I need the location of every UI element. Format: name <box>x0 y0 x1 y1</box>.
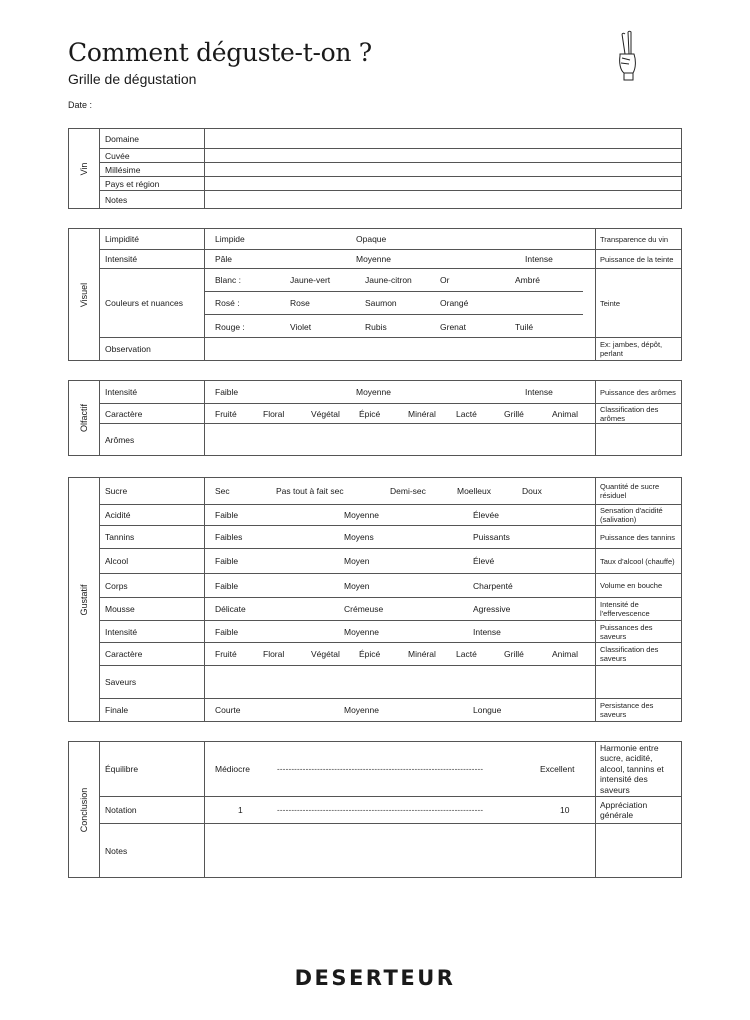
option-moyen[interactable]: Moyen <box>344 580 370 591</box>
row-label: Cuvée <box>100 149 205 162</box>
option-faible[interactable]: Faible <box>215 510 239 520</box>
gustatif-row-tannins <box>100 526 681 549</box>
option-grille[interactable]: Grillé <box>504 649 524 659</box>
row-note: Classification des saveurs <box>600 645 659 663</box>
peace-hand-icon <box>612 30 642 82</box>
row-note: Puissance des tannins <box>600 532 676 542</box>
row-label: Arômes <box>100 424 205 455</box>
gustatif-row-saveurs <box>100 666 681 699</box>
scale-min-label: Médiocre <box>215 764 250 774</box>
gustatif-row-alcool <box>100 549 681 574</box>
option-vegetal[interactable]: Végétal <box>311 649 340 659</box>
option-saumon[interactable]: Saumon <box>365 298 397 308</box>
row-note: Harmonie entre sucre, acidité, alcool, tannins et intensité des saveurs <box>600 742 664 795</box>
option-moyenne[interactable]: Moyenne <box>356 254 391 264</box>
option-mineral[interactable]: Minéral <box>408 408 436 419</box>
row-note: Sensation d'acidité (salivation) <box>600 506 663 524</box>
option-moyens[interactable]: Moyens <box>344 532 374 542</box>
row-label: Acidité <box>100 505 205 525</box>
date-label: Date : <box>68 100 93 110</box>
option-faible[interactable]: Faible <box>215 387 239 397</box>
visuel-row-limpidite <box>100 229 681 250</box>
couleur-rouge-label: Rouge : <box>215 321 245 332</box>
visuel-row-observation <box>100 338 681 360</box>
scale-max-label: Excellent <box>540 764 575 774</box>
option-agressive[interactable]: Agressive <box>473 604 511 614</box>
vin-row-millesime <box>100 163 681 177</box>
option-epice[interactable]: Épicé <box>359 649 381 659</box>
option-jaune-citron[interactable]: Jaune-citron <box>365 275 412 285</box>
section-label-vin: Vin <box>79 162 89 175</box>
section-label-visuel: Visuel <box>79 282 89 307</box>
row-note: Puissances des saveurs <box>600 622 653 641</box>
row-note: Appréciation générale <box>600 799 648 820</box>
row-note: Taux d'alcool (chauffe) <box>600 556 675 566</box>
section-olfactif <box>68 380 682 456</box>
row-note: Ex: jambes, dépôt, perlant <box>600 340 663 358</box>
millesime-field[interactable] <box>205 163 681 176</box>
option-moyenne[interactable]: Moyenne <box>356 387 391 397</box>
section-gustatif <box>68 477 682 722</box>
option-rose[interactable]: Rose <box>290 298 310 308</box>
equilibre-scale[interactable] <box>205 742 596 796</box>
conclusion-row-equilibre <box>100 742 681 797</box>
scale-line: ------------------------------------------------------------------------ <box>277 764 484 774</box>
couleur-rose-row <box>205 292 583 315</box>
row-label: Domaine <box>100 129 205 148</box>
row-label: Pays et région <box>100 177 205 190</box>
option-orange[interactable]: Orangé <box>440 298 469 308</box>
vin-row-notes <box>100 191 681 208</box>
gustatif-row-intensite <box>100 621 681 643</box>
option-limpide[interactable]: Limpide <box>215 234 245 244</box>
row-label: Limpidité <box>100 229 205 249</box>
option-moelleux[interactable]: Moelleux <box>457 486 492 496</box>
row-note: Volume en bouche <box>600 581 663 590</box>
option-jaune-vert[interactable]: Jaune-vert <box>290 275 331 285</box>
option-elevee[interactable]: Élevée <box>473 510 499 520</box>
row-label: Intensité <box>100 381 205 403</box>
row-note: Intensité de l'effervescence <box>600 600 650 618</box>
vin-row-pays <box>100 177 681 191</box>
row-label: Intensité <box>100 250 205 268</box>
option-lacte[interactable]: Lacté <box>456 408 477 419</box>
pays-field[interactable] <box>205 177 681 190</box>
option-faible[interactable]: Faible <box>215 556 239 566</box>
option-moyenne[interactable]: Moyenne <box>344 626 379 637</box>
option-demi-sec[interactable]: Demi-sec <box>390 486 426 496</box>
option-vegetal[interactable]: Végétal <box>311 408 340 419</box>
option-floral[interactable]: Floral <box>263 649 285 659</box>
page-title: Comment déguste-t-on ? <box>68 38 372 67</box>
option-or[interactable]: Or <box>440 275 450 285</box>
option-faible[interactable]: Faible <box>215 580 239 591</box>
couleur-blanc-label: Blanc : <box>215 275 241 285</box>
row-label: Corps <box>100 574 205 597</box>
option-faibles[interactable]: Faibles <box>215 532 243 542</box>
option-tuile[interactable]: Tuilé <box>515 321 534 332</box>
option-moyenne[interactable]: Moyenne <box>344 705 379 715</box>
option-ambre[interactable]: Ambré <box>515 275 541 285</box>
option-moyen[interactable]: Moyen <box>344 556 370 566</box>
option-sec[interactable]: Sec <box>215 486 230 496</box>
saveurs-field[interactable] <box>205 666 596 698</box>
option-animal[interactable]: Animal <box>552 649 578 659</box>
row-note: Classification des arômes <box>600 404 659 423</box>
option-violet[interactable]: Violet <box>290 321 312 332</box>
row-label: Saveurs <box>100 666 205 698</box>
conclusion-notes-field[interactable] <box>205 824 596 877</box>
option-moyenne[interactable]: Moyenne <box>344 510 379 520</box>
scale-min-label: 1 <box>238 805 243 815</box>
row-label: Couleurs et nuances <box>100 269 205 337</box>
option-rubis[interactable]: Rubis <box>365 321 387 332</box>
row-label: Équilibre <box>100 742 205 796</box>
visuel-row-couleurs <box>100 269 681 338</box>
row-label: Alcool <box>100 549 205 573</box>
option-lacte[interactable]: Lacté <box>456 649 477 659</box>
aromes-field[interactable] <box>205 424 596 455</box>
option-pale[interactable]: Pâle <box>215 254 233 264</box>
section-label-conclusion: Conclusion <box>79 787 89 832</box>
option-epice[interactable]: Épicé <box>359 408 381 419</box>
gustatif-row-sucre <box>100 478 681 505</box>
row-label: Finale <box>100 699 205 721</box>
gustatif-row-finale <box>100 699 681 721</box>
option-pas-tout-a-fait-sec[interactable]: Pas tout à fait sec <box>276 486 344 496</box>
option-doux[interactable]: Doux <box>522 486 542 496</box>
option-fruite[interactable]: Fruité <box>215 408 237 419</box>
page-subtitle: Grille de dégustation <box>68 71 197 87</box>
option-intense[interactable]: Intense <box>473 626 501 637</box>
row-note: Transparence du vin <box>600 234 669 244</box>
option-delicate[interactable]: Délicate <box>215 604 246 614</box>
option-animal[interactable]: Animal <box>552 408 578 419</box>
conclusion-row-notation <box>100 797 681 824</box>
row-label: Sucre <box>100 478 205 504</box>
vin-notes-field[interactable] <box>205 191 681 208</box>
option-floral[interactable]: Floral <box>263 408 285 419</box>
row-label: Caractère <box>100 643 205 665</box>
row-label: Notes <box>100 191 205 208</box>
option-intense[interactable]: Intense <box>525 254 553 264</box>
row-note: Puissance de la teinte <box>600 254 674 264</box>
option-mineral[interactable]: Minéral <box>408 649 436 659</box>
conclusion-row-notes <box>100 824 681 877</box>
olfactif-row-caractere <box>100 404 681 424</box>
brand-logo: DESERTEUR <box>294 966 456 990</box>
cuvee-field[interactable] <box>205 149 681 162</box>
row-note: Quantité de sucre résiduel <box>600 482 660 500</box>
notation-scale[interactable] <box>205 797 596 823</box>
option-grille[interactable]: Grillé <box>504 408 524 419</box>
row-label: Tannins <box>100 526 205 548</box>
row-label: Notes <box>100 824 205 877</box>
row-label: Notation <box>100 797 205 823</box>
option-courte[interactable]: Courte <box>215 705 241 715</box>
gustatif-row-caractere <box>100 643 681 666</box>
row-label: Intensité <box>100 621 205 642</box>
option-puissants[interactable]: Puissants <box>473 532 510 542</box>
couleur-rouge-row <box>205 315 583 338</box>
gustatif-row-mousse <box>100 598 681 621</box>
option-eleve[interactable]: Élevé <box>473 556 495 566</box>
vin-row-cuvee <box>100 149 681 163</box>
row-label: Mousse <box>100 598 205 620</box>
gustatif-row-corps <box>100 574 681 598</box>
gustatif-row-acidite <box>100 505 681 526</box>
row-label: Millésime <box>100 163 205 176</box>
option-faible[interactable]: Faible <box>215 626 239 637</box>
option-opaque[interactable]: Opaque <box>356 234 387 244</box>
option-grenat[interactable]: Grenat <box>440 321 466 332</box>
section-visuel <box>68 228 682 361</box>
row-label: Caractère <box>100 404 205 423</box>
vin-row-domaine <box>100 129 681 149</box>
olfactif-row-intensite <box>100 381 681 404</box>
observation-field[interactable] <box>205 338 596 360</box>
row-note: Teinte <box>600 298 621 308</box>
olfactif-row-aromes <box>100 424 681 455</box>
visuel-row-intensite <box>100 250 681 269</box>
couleur-rose-label: Rosé : <box>215 298 240 308</box>
option-intense[interactable]: Intense <box>525 387 553 397</box>
section-conclusion <box>68 741 682 878</box>
section-label-gustatif: Gustatif <box>79 583 89 616</box>
section-label-olfactif: Olfactif <box>79 403 89 433</box>
option-fruite[interactable]: Fruité <box>215 649 237 659</box>
option-cremeuse[interactable]: Crémeuse <box>344 604 384 614</box>
section-vin <box>68 128 682 209</box>
couleur-blanc-row <box>205 269 583 292</box>
scale-max-label: 10 <box>560 805 570 815</box>
domaine-field[interactable] <box>205 129 681 148</box>
scale-line: ------------------------------------------------------------------------ <box>277 805 484 815</box>
row-note: Puissance des arômes <box>600 387 676 397</box>
row-label: Observation <box>100 338 205 360</box>
option-longue[interactable]: Longue <box>473 705 502 715</box>
option-charpente[interactable]: Charpenté <box>473 580 513 591</box>
row-note: Persistance des saveurs <box>600 701 654 719</box>
